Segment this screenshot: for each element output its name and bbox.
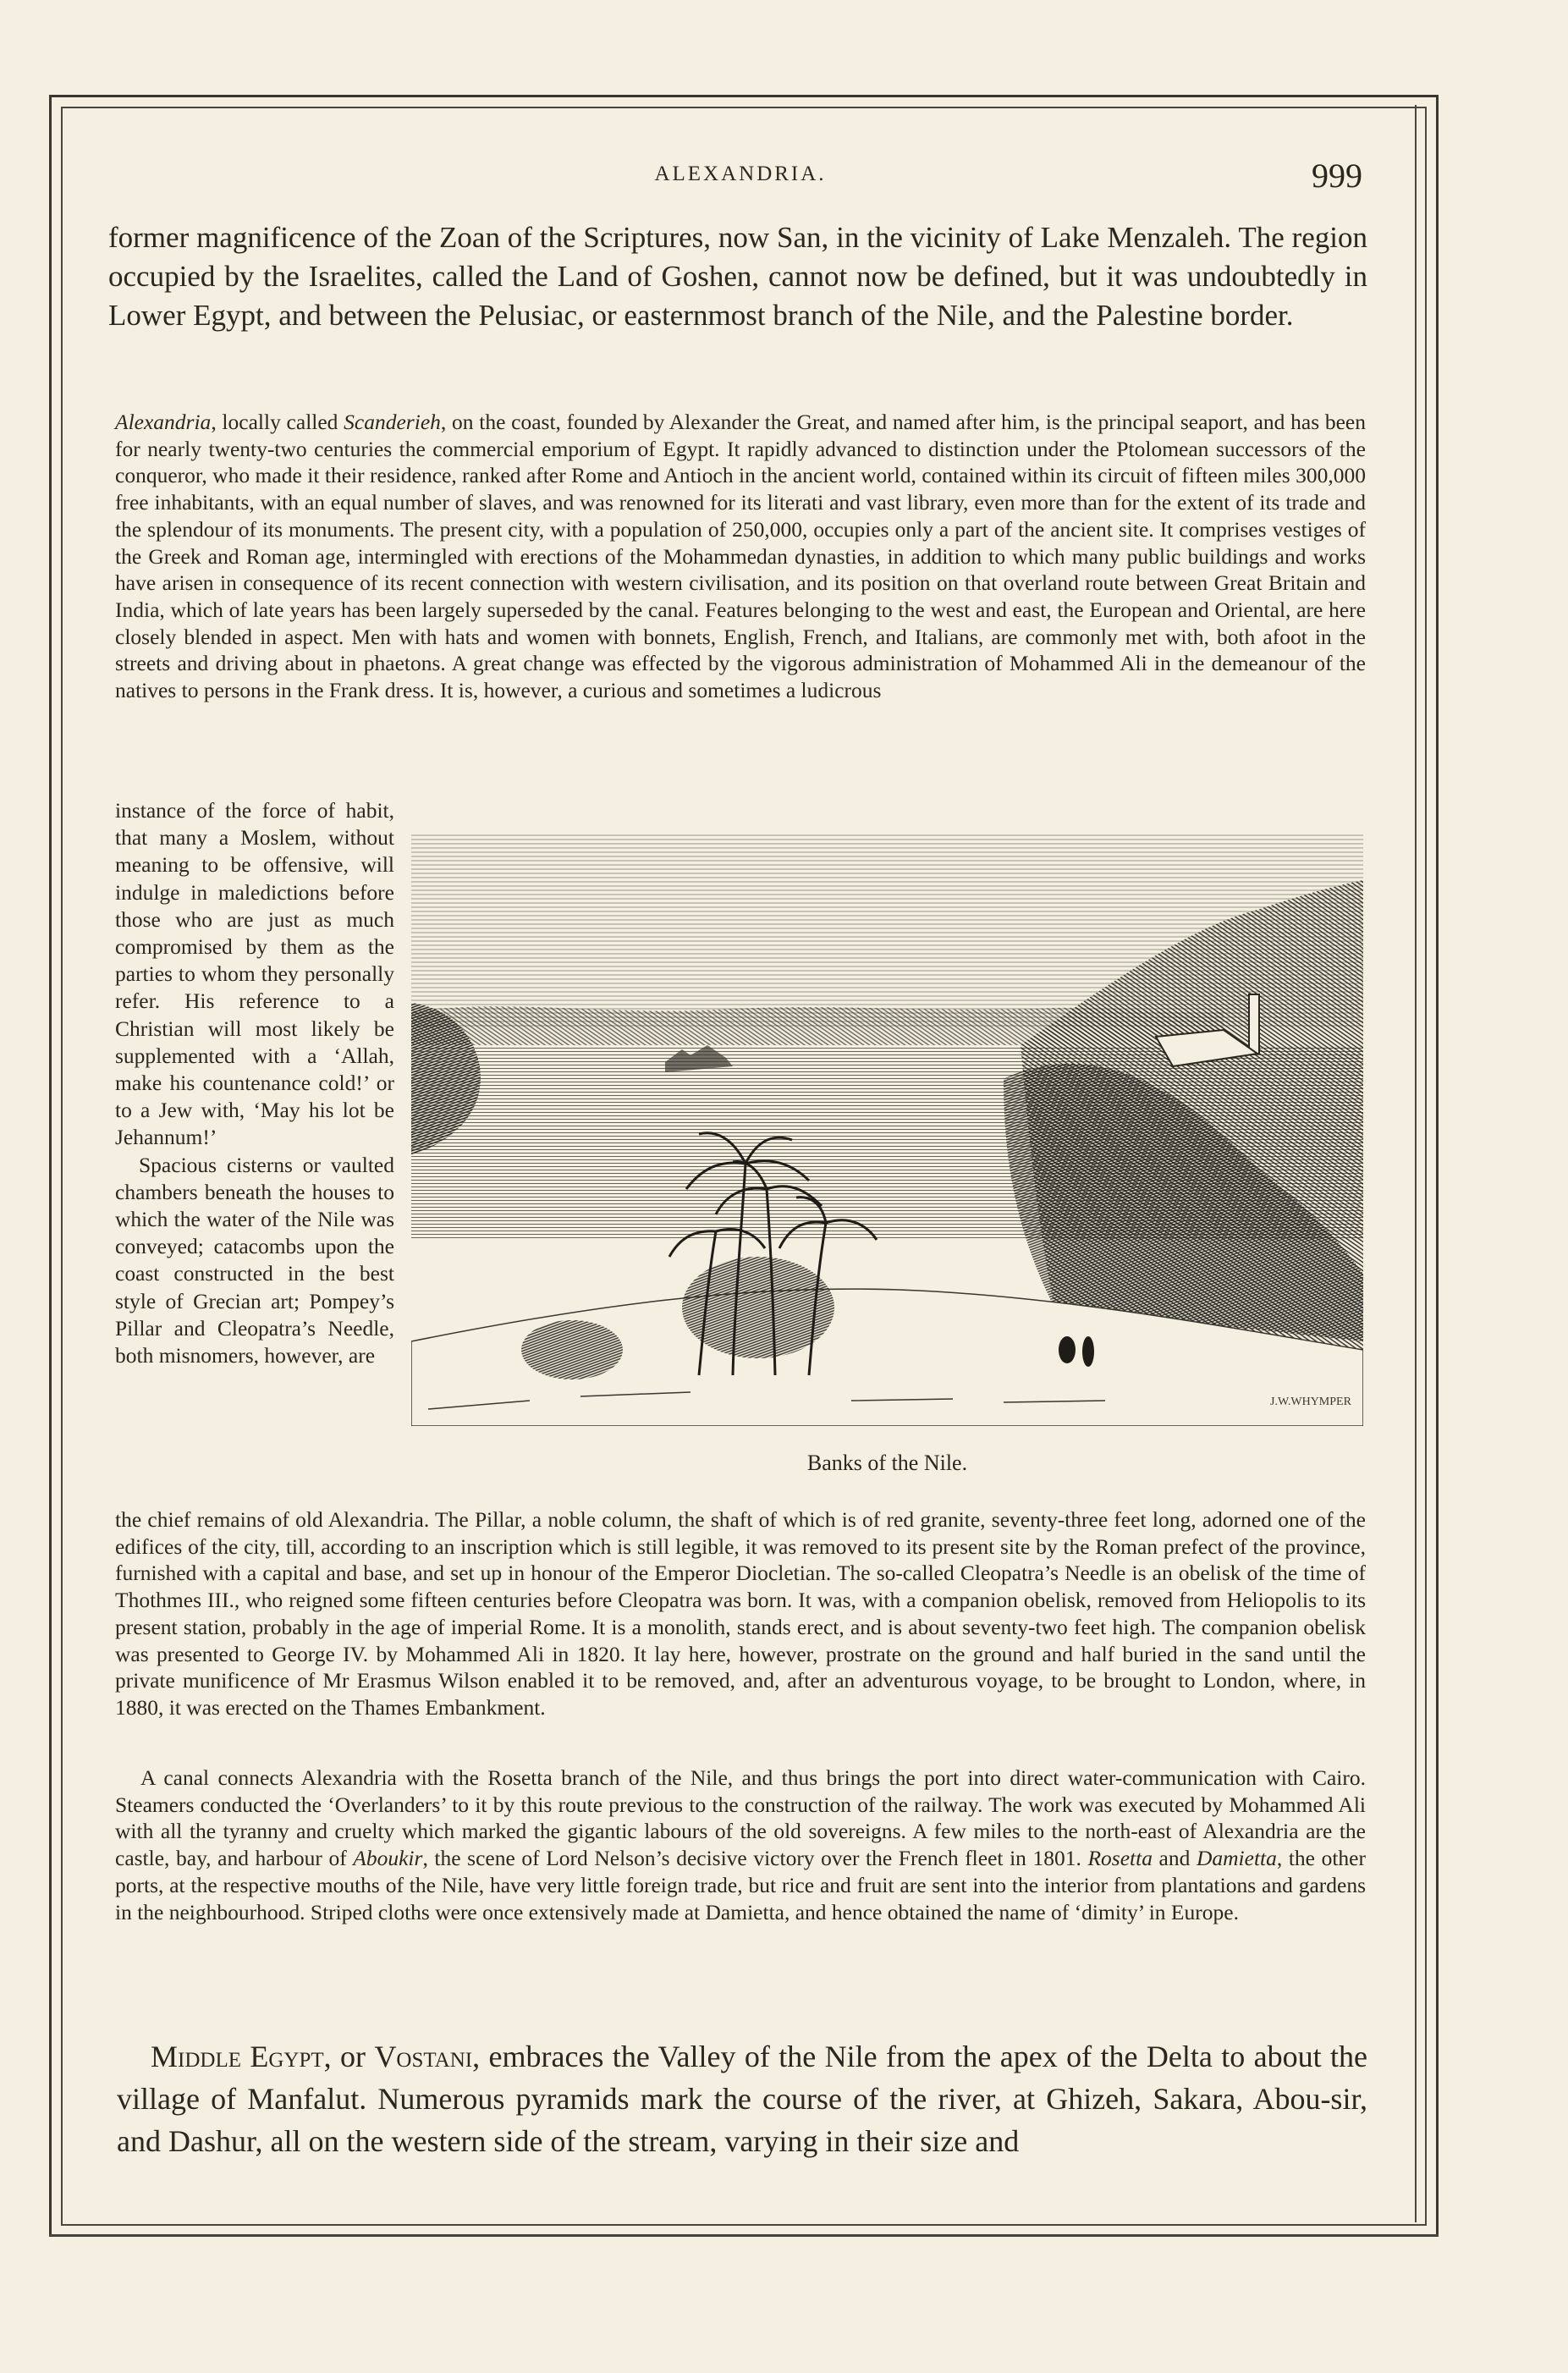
running-title: ALEXANDRIA. xyxy=(654,162,827,185)
alexandria-local-prefix: , locally called xyxy=(211,410,344,434)
damietta-name: Damietta xyxy=(1196,1846,1277,1871)
alexandria-text xyxy=(115,409,1366,704)
canal-and: and xyxy=(1152,1846,1197,1871)
minaret xyxy=(1249,994,1259,1054)
canal-part-3: , the other ports, at the respective mouths of the Nile, have very little foreign trade, but rice and fruit are sent into the interior from plantations and gardens in the neighbourhood. Striped cloths were once extensively made at Damietta, and hence obtained the name of ‘dimity’ in Europe. xyxy=(115,1846,1366,1924)
vostani-heading: Vostani xyxy=(374,2040,473,2073)
page-bottom-rule xyxy=(49,2234,1439,2236)
habit-text: instance of the force of habit, that many a Moslem, without meaning to be offensive, will indulge in maledictions before those who are just as much compromised by them as the parties to whom they personally refer. His reference to a Christian will most likely be supplemented with a ‘Allah, make his countenance cold!’ or to a Jew with, ‘May his lot be Jehannum!’ xyxy=(115,798,394,1150)
palm-foliage xyxy=(682,1257,834,1358)
canal-text xyxy=(115,1765,1366,1925)
banks-of-nile-engraving xyxy=(411,834,1363,1426)
alexandria-name: Alexandria xyxy=(115,410,212,434)
canal-part-2: , the scene of Lord Nelson’s decisive victory over the French fleet in 1801. xyxy=(422,1846,1088,1871)
alexandria-local-name: Scanderieh xyxy=(344,410,441,434)
page-right-rule xyxy=(1415,105,1423,2222)
middle-egypt-paragraph xyxy=(117,2035,1367,2162)
aboukir-name: Aboukir xyxy=(353,1846,423,1871)
engraving-svg xyxy=(411,834,1363,1426)
rosetta-name: Rosetta xyxy=(1087,1846,1153,1871)
alexandria-paragraph xyxy=(115,409,1366,704)
figure-caption: Banks of the Nile. xyxy=(806,1451,968,1475)
engraver-signature: J.W.WHYMPER xyxy=(1270,1396,1351,1408)
middle-egypt-heading: Middle Egypt xyxy=(151,2040,324,2073)
canal-paragraph xyxy=(115,1765,1366,1925)
running-head xyxy=(118,157,1362,196)
middle-egypt-text: , embraces the Valley of the Nile from the apex of the Delta to about the village of Manfalut. Numerous pyramids mark the course of the river, at Ghizeh, Sakara, Abou-sir, and Dashur, all on the western side of the stream, varying in their size and xyxy=(117,2040,1367,2158)
canal-part-1: A canal connects Alexandria with the Rosetta branch of the Nile, and thus brings the port into direct water-communication with Cairo. Steamers conducted the ‘Overlanders’ to it by this route previous to the construction of the railway. The work was executed by Mohammed Ali with all the tyranny and cruelty which marked the gigantic labours of the old sovereigns. A few miles to the north-east of Alexandria are the castle, bay, and harbour of xyxy=(115,1765,1366,1871)
lead-paragraph: former magnificence of the Zoan of the Scriptures, now San, in the vicinity of Lake Menzaleh. The region occupied by the Israelites, called the Land of Goshen, cannot now be defined, but it was undoubtedly in Lower Egypt, and between the Pelusiac, or easternmost branch of the Nile, and the Palestine border. xyxy=(108,221,1367,332)
alexandria-body: , on the coast, founded by Alexander the Great, and named after him, is the principal seaport, and has been for nearly twenty-two centuries the commercial emporium of Egypt. It rapidly advanced to distinction under the Ptolomean successors of the conqueror, who made it their residence, ranked after Rome and Antioch in the ancient world, contained within its circuit of fifteen miles 300,000 free inhabitants, with an equal number of slaves, and was renowned for its literati and vast library, even more than for the extent of its trade and the splendour of its monuments. The present city, with a population of 250,000, occupies only a part of the ancient site. It comprises vestiges of the Greek and Roman age, intermingled with erections of the Mohammedan dynasties, in addition to which many public buildings and works have arisen in consequence of its recent connection with western civilisation, and its position on that overland route between Great Britain and India, which of late years has been largely superseded by the canal. Features belonging to the west and east, the European and Oriental, are here closely blended in aspect. Men with hats and women with bonnets, English, French, and Italians, are commonly met with, both afoot in the streets and driving about in phaetons. A great change was effected by the vigorous administration of Mohammed Ali in the demeanour of the natives to persons in the Frank dress. It is, however, a curious and sometimes a ludicrous xyxy=(115,410,1367,703)
cisterns-text: Spacious cisterns or vaulted chambers beneath the houses to which the water of the Nile was conveyed; catacombs upon the coast constructed in the best style of Grecian art; Pompey’s Pillar and Cleopatra’s Needle, both misnomers, however, are xyxy=(115,1152,394,1368)
shrub-left xyxy=(521,1320,623,1379)
middle-egypt-sep: , or xyxy=(323,2040,375,2073)
wrapped-column xyxy=(115,797,394,1369)
page-number: 999 xyxy=(1312,157,1362,195)
after-figure-text: the chief remains of old Alexandria. The Pillar, a noble column, the shaft of which is of red granite, seventy-three feet long, adorned one of the edifices of the city, till, according to an inscription which is still legible, it was removed to its present site by the Roman prefect of the province, furnished with a capital and base, and set up in honour of the Emperor Diocletian. The so-called Cleopatra’s Needle is an obelisk of the time of Thothmes III., who reigned some fifteen centuries before Cleopatra was born. It was, with a companion obelisk, removed from Heliopolis to its present station, probably in the age of imperial Rome. It is a monolith, stands erect, and is about seventy-two feet high. The companion obelisk was presented to George IV. by Mohammed Ali in 1820. It lay here, however, prostrate on the ground and half buried in the sand until the private munificence of Mr Erasmus Wilson enabled it to be removed, and, after an adventurous voyage, to be brought to London, where, in 1880, it was erected on the Thames Embankment. xyxy=(115,1507,1366,1720)
